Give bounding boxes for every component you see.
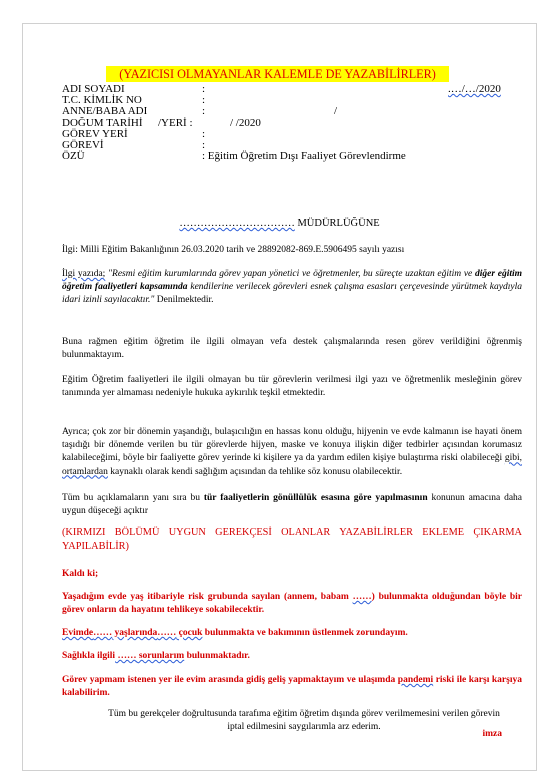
red-note-text: (KIRMIZI BÖLÜMÜ UYGUN GEREKÇESİ OLANLAR YAZABİLİRLER EKLEME ÇIKARMA YAPILABİLİR)	[62, 527, 522, 552]
addressee-heading	[23, 218, 536, 229]
dogum-yeri-label: /YERİ :	[158, 116, 193, 129]
r3-dots: ……	[115, 651, 137, 661]
paragraph-2	[62, 336, 522, 362]
quote-part-b: kendilerine verilecek görevleri esnek çalışma esasları çerçevesinde yürütmek kaydıyla idari izinli sayılacaktır."	[62, 282, 522, 306]
document-page	[22, 23, 537, 771]
paragraph-4	[62, 426, 522, 479]
field-label: ÖZÜ	[62, 150, 85, 163]
kaldi-ki	[62, 568, 522, 581]
field-colon: :	[202, 94, 206, 107]
field-ozu	[62, 151, 522, 162]
r4-part-b: riski ile karşı karşıya kalabilirim.	[62, 675, 522, 699]
p4-wavy: gibi, ortamlardan	[62, 453, 522, 477]
paragraph-5	[62, 492, 522, 518]
paragraph-2-text: Buna rağmen eğitim öğretim ile ilgili olmayan vefa destek çalışmalarında resen görev verildiğini öğrenmiş bulunmaktayım.	[62, 337, 522, 361]
field-colon: :	[202, 83, 206, 95]
field-colon: :	[202, 105, 206, 118]
r2-cocuk: çocuk	[176, 628, 203, 638]
r2-yaslarinda: yaşlarında	[112, 628, 158, 638]
kaldi-ki-text: Kaldı ki;	[62, 569, 99, 579]
addressee-text: MÜDÜRLÜĞÜNE	[297, 218, 380, 229]
closing-paragraph	[99, 708, 509, 734]
personal-info-fields	[62, 84, 522, 162]
field-label: GÖREV YERİ	[62, 127, 128, 140]
reason-4	[62, 674, 522, 700]
body-text	[62, 244, 522, 257]
r4-pandemi: pandemi	[397, 675, 434, 685]
paragraph-3	[62, 374, 522, 400]
field-label: T.C. KİMLİK NO	[62, 94, 142, 107]
r2-evimde: Evimde	[62, 628, 94, 638]
r1-part-b: ) bulunmakta olduğundan böyle bir görev onların da hayatını tehlikeye sokabilecektir.	[62, 592, 523, 616]
anne-baba-slash: /	[334, 105, 338, 118]
closing-text: Tüm bu gerekçeler doğrultusunda tarafıma eğitim öğretim dışında görev verilmemesini verilen görevin iptal edilmesini saygılarımla arz ederim.	[108, 709, 500, 733]
p5-bold: tür faaliyetlerin gönüllülük esasına göre yapılmasının	[203, 493, 428, 503]
banner-note: (YAZICISI OLMAYANLAR KALEMLE DE YAZABİLİRLER)	[106, 66, 449, 82]
signature-label: imza	[482, 729, 502, 739]
r3-sorunlarim: sorunlarım	[136, 651, 185, 661]
quote-tail: Denilmektedir.	[154, 295, 214, 306]
field-colon: :	[202, 138, 206, 151]
addressee-dots: ……………………………	[179, 218, 295, 229]
ilgi-lead: İlgi yazıda;	[62, 269, 106, 279]
field-label: ANNE/BABA ADI	[62, 105, 148, 118]
p4-part-b: kaynaklı olarak kendi sağlığım açısından da tehlike söz konusu olabilecektir.	[107, 466, 403, 477]
r2-dots-1: ……	[93, 628, 113, 638]
paragraph-3-text: Eğitim Öğretim faaliyetleri ile ilgili olmayan bu tür görevlerin verilmesi ilgi yazı ve öğretmenlik mesleğinin görev tanımında yer almaması nedeniyle hukuka aykırılık teşkil etmektedir.	[62, 375, 522, 399]
r1-part-a: Yaşadığım evde yaş itibariyle risk grubunda sayılan (annem, babam	[62, 592, 353, 602]
p4-part-a: Ayrıca; çok zor bir dönemin yaşandığı, bulaşıcılığın en hassas konu olduğu, hijyenin ve evde kalmanın ise hayati önem taşıdığı bir dönemde verilen bu tür görevlerde hijyen, maske ve konuya ilişkin diğer tedbirler açısından korumasız kalabileceğimi, böyle bir faaliyette görev yerinde ki kişilere ya da yardım edilen kişiye bulaştırma riski olabileceği	[62, 427, 522, 464]
paragraph-ilgi-quote	[62, 268, 522, 308]
r1-dots: ……	[352, 592, 372, 602]
r2-dots-2: ……	[157, 628, 177, 638]
quote-part-a: "Resmi eğitim kurumlarında görev yapan yönetici ve öğretmenler, bu süreçte uzaktan eğitim ve	[105, 269, 475, 279]
field-label: ADI SOYADI	[62, 83, 125, 95]
field-label: DOĞUM TARİHİ	[62, 116, 143, 129]
red-note	[62, 526, 522, 554]
field-colon: :	[202, 127, 206, 140]
r3-tail: bulunmaktadır.	[184, 651, 250, 661]
reason-1	[62, 591, 522, 617]
field-anne-baba	[62, 106, 522, 117]
date-top-text: .…/…/2020	[448, 83, 501, 95]
date-top	[448, 84, 501, 95]
r4-part-a: Görev yapmam istenen yer ile evim arasında gidiş geliş yapmaktayım ve ulaşımda	[62, 675, 398, 685]
field-value: : Eğitim Öğretim Dışı Faaliyet Görevlendirme	[202, 150, 406, 163]
dogum-date: / /2020	[230, 116, 261, 129]
r3-part-a: Sağlıkla ilgili	[62, 651, 116, 661]
field-label: GÖREVİ	[62, 138, 104, 151]
field-dogum-tarihi	[62, 118, 522, 129]
reason-3	[62, 650, 522, 663]
ilgi-line: İlgi: Milli Eğitim Bakanlığının 26.03.2020 tarih ve 28892082-869.E.5906495 sayılı yazısı	[62, 245, 405, 255]
p5-part-a: Tüm bu açıklamaların yanı sıra bu	[62, 493, 204, 503]
reason-2	[62, 627, 522, 640]
quote-bold: diğer eğitim öğretim faaliyetleri kapsamında	[62, 269, 523, 293]
r2-tail: bulunmakta ve bakımının üstlenmek zorundayım.	[202, 628, 408, 638]
p5-part-b: konunun amacına daha uygun düşeceği açıktır	[62, 493, 523, 517]
field-gorev-yeri	[62, 129, 522, 140]
